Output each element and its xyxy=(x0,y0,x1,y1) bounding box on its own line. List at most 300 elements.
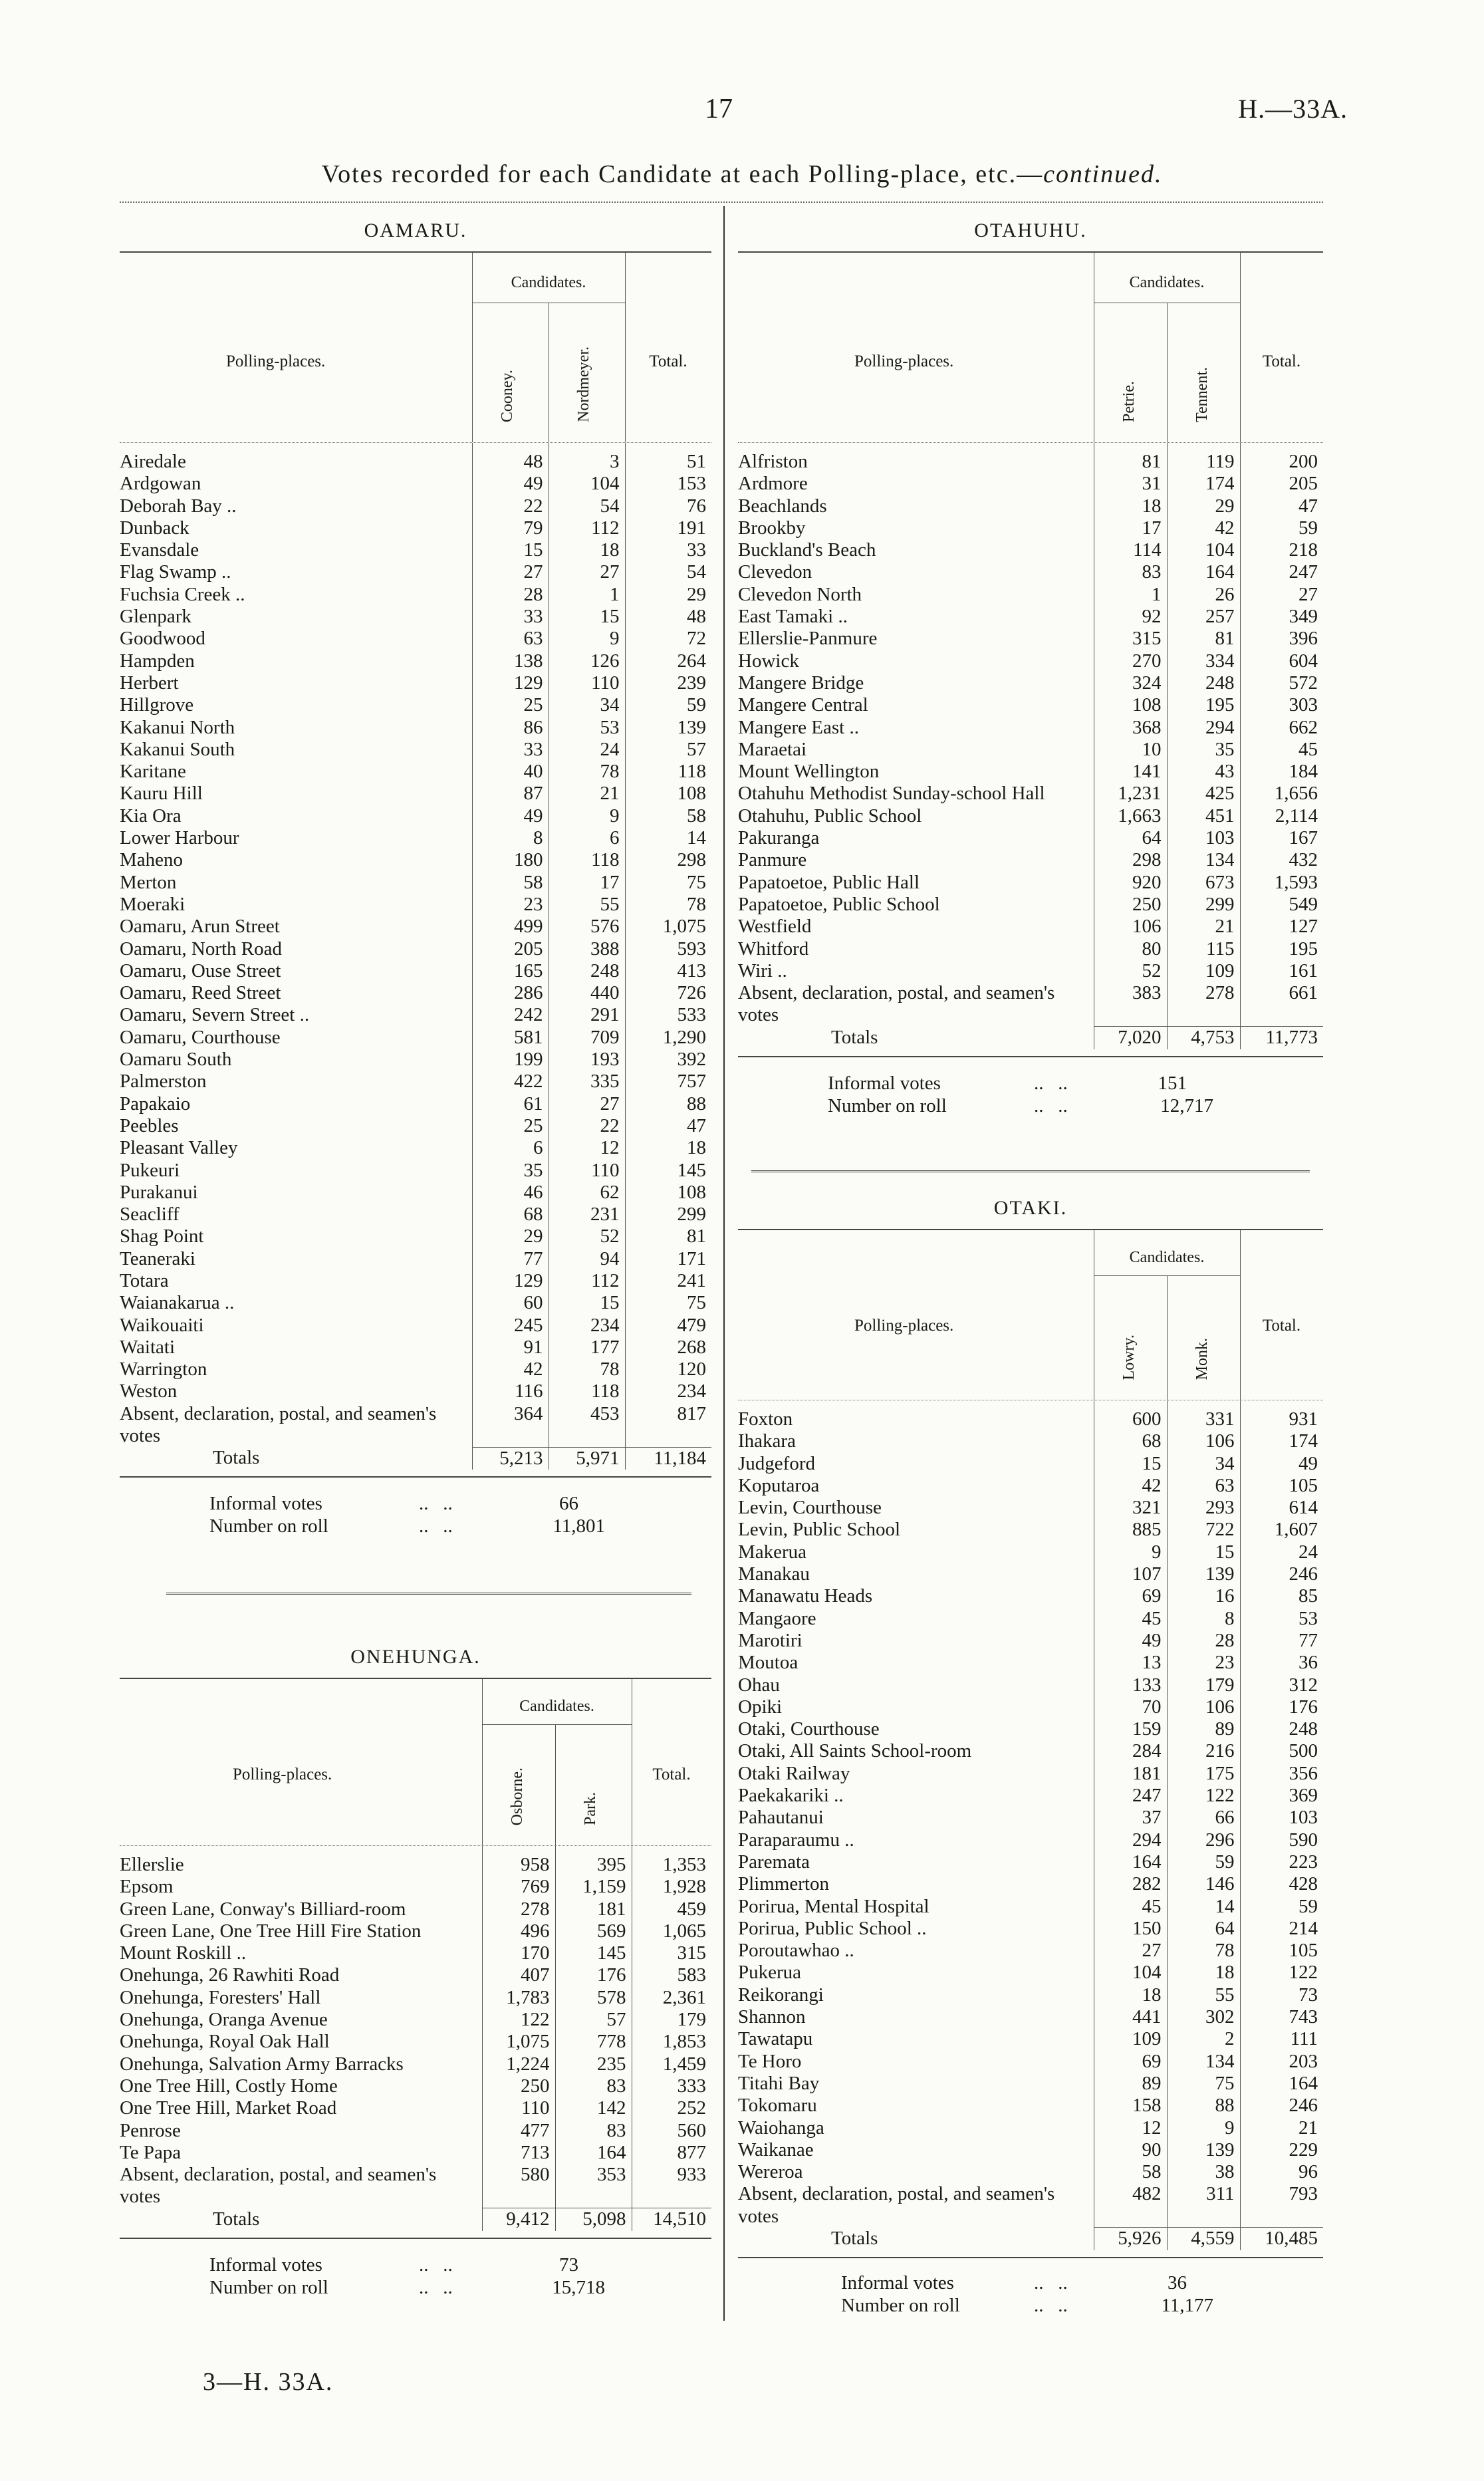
total-votes: 218 xyxy=(1240,539,1323,561)
candidate-2-votes: 296 xyxy=(1167,1829,1240,1851)
total-votes: 241 xyxy=(625,1270,711,1292)
candidate-1-votes: 282 xyxy=(1094,1873,1167,1895)
table-row xyxy=(120,2031,711,2053)
candidate-1-votes: 199 xyxy=(472,1049,549,1071)
table-row xyxy=(738,1829,1323,1851)
candidate-1-votes: 315 xyxy=(1094,628,1167,650)
total-votes: 75 xyxy=(625,872,711,894)
polling-place-name: Moutoa xyxy=(738,1652,799,1674)
candidate-2-votes: 451 xyxy=(1167,805,1240,827)
total-votes: 757 xyxy=(625,1071,711,1093)
total-votes: 176 xyxy=(1240,1696,1323,1718)
candidate-2-votes: 335 xyxy=(549,1071,625,1093)
table-row xyxy=(738,606,1323,628)
table-row xyxy=(120,561,711,583)
polling-place-name: Clevedon North xyxy=(738,583,862,605)
candidate-1-votes: 181 xyxy=(1094,1763,1167,1785)
total-votes: 75 xyxy=(625,1292,711,1314)
total-votes: 247 xyxy=(1240,561,1323,583)
total-votes: 164 xyxy=(1240,2073,1323,2095)
table-row xyxy=(120,473,711,495)
candidate-2-votes: 2 xyxy=(1167,2028,1240,2050)
candidate-1-votes: 83 xyxy=(1094,561,1167,583)
candidate-2-votes: 6 xyxy=(549,827,625,849)
section-onehunga xyxy=(120,1646,711,2313)
table-row xyxy=(738,761,1323,783)
candidate-2-votes: 83 xyxy=(555,2075,632,2097)
total-votes: 413 xyxy=(625,960,711,982)
total-votes: 793 xyxy=(1240,2183,1323,2228)
polling-place-name: Green Lane, One Tree Hill Fire Station xyxy=(120,1920,422,1942)
polling-place-name: Waitati xyxy=(120,1336,176,1358)
total-votes: 51 xyxy=(625,443,711,473)
candidate-1-votes: 69 xyxy=(1094,1585,1167,1607)
total-votes: 171 xyxy=(625,1248,711,1270)
polling-place-name: Titahi Bay xyxy=(738,2072,820,2094)
total-votes: 369 xyxy=(1240,1785,1323,1807)
candidate-2-votes: 175 xyxy=(1167,1763,1240,1785)
table-row xyxy=(120,1115,711,1137)
candidate-1-votes: 33 xyxy=(472,606,549,628)
candidate-2-votes: 55 xyxy=(1167,1984,1240,2006)
total-votes: 88 xyxy=(625,1093,711,1115)
table-row xyxy=(120,584,711,606)
table-bottom-rule xyxy=(738,1056,1323,1057)
candidate-1-votes: 1,663 xyxy=(1094,805,1167,827)
candidate-1-total: 5,213 xyxy=(472,1447,549,1470)
candidate-1-votes: 89 xyxy=(1094,2073,1167,2095)
total-votes: 303 xyxy=(1240,694,1323,716)
candidate-2-votes: 17 xyxy=(549,872,625,894)
polling-place-name: Poroutawhao .. xyxy=(738,1940,854,1962)
table-row xyxy=(120,739,711,761)
polling-place-name: Epsom xyxy=(120,1876,174,1898)
table-row xyxy=(120,783,711,805)
table-row xyxy=(738,2139,1323,2161)
candidate-1-votes: 116 xyxy=(472,1380,549,1402)
total-votes: 877 xyxy=(632,2142,711,2164)
total-votes: 1,853 xyxy=(632,2031,711,2053)
candidate-1-votes: 37 xyxy=(1094,1807,1167,1829)
polling-place-name: Te Papa xyxy=(120,2141,182,2163)
total-votes: 264 xyxy=(625,650,711,672)
table-row xyxy=(120,1004,711,1026)
candidate-2-votes: 59 xyxy=(1167,1851,1240,1873)
table-row xyxy=(120,2097,711,2119)
total-votes: 59 xyxy=(1240,517,1323,539)
total-votes: 14 xyxy=(625,827,711,849)
candidate-2-votes: 9 xyxy=(1167,2117,1240,2139)
header-divider xyxy=(1167,1275,1168,1400)
table-row xyxy=(120,1942,711,1964)
candidate-1-votes: 18 xyxy=(1094,1984,1167,2006)
polling-place-name: Otaki, All Saints School-room xyxy=(738,1740,972,1762)
candidate-2-votes: 142 xyxy=(555,2097,632,2119)
total-votes: 18 xyxy=(625,1137,711,1159)
candidate-1-votes: 920 xyxy=(1094,872,1167,894)
candidate-2-votes: 177 xyxy=(549,1337,625,1359)
total-votes: 234 xyxy=(625,1380,711,1402)
candidate-2-votes: 334 xyxy=(1167,650,1240,672)
total-votes: 103 xyxy=(1240,1807,1323,1829)
polling-place-name: Kakanui South xyxy=(120,738,235,760)
candidate-1-votes: 158 xyxy=(1094,2095,1167,2117)
header-polling-places: Polling-places. xyxy=(226,352,326,370)
header-candidates: Candidates. xyxy=(1129,1249,1205,1266)
polling-place-name: Seacliff xyxy=(120,1204,180,1226)
polling-place-name: Teaneraki xyxy=(120,1247,195,1269)
polling-place-name: Ellerslie-Panmure xyxy=(738,628,878,650)
header-polling-places: Polling-places. xyxy=(854,352,954,370)
candidate-1-votes: 33 xyxy=(472,739,549,761)
total-votes: 139 xyxy=(625,717,711,739)
informal-label: Informal votes xyxy=(209,1493,322,1515)
table-row xyxy=(120,894,711,916)
candidate-1-votes: 42 xyxy=(1094,1475,1167,1497)
candidate-2-votes: 53 xyxy=(549,717,625,739)
candidate-2-name: Nordmeyer. xyxy=(575,346,592,422)
candidate-1-votes: 600 xyxy=(1094,1400,1167,1430)
table-row xyxy=(738,473,1323,495)
candidate-1-votes: 63 xyxy=(472,628,549,650)
candidate-2-votes: 164 xyxy=(555,2142,632,2164)
table-row xyxy=(120,916,711,938)
total-votes: 191 xyxy=(625,517,711,539)
candidate-1-votes: 69 xyxy=(1094,2051,1167,2073)
total-votes: 122 xyxy=(1240,1962,1323,1984)
total-votes: 108 xyxy=(625,783,711,805)
polling-place-name: Absent, declaration, postal, and seamen's votes xyxy=(120,2164,437,2208)
candidate-2-votes: 106 xyxy=(1167,1696,1240,1718)
section-oamaru xyxy=(120,219,711,1552)
leader-dots: .. .. xyxy=(1034,1095,1068,1116)
polling-place-name: Paekakariki .. xyxy=(738,1785,844,1807)
total-votes: 662 xyxy=(1240,717,1323,739)
candidate-2-votes: 15 xyxy=(549,606,625,628)
candidate-1-votes: 286 xyxy=(472,982,549,1004)
candidate-2-votes: 126 xyxy=(549,650,625,672)
totals-label: Totals xyxy=(831,1026,878,1048)
candidate-2-votes: 15 xyxy=(1167,1541,1240,1563)
candidate-2-votes: 216 xyxy=(1167,1740,1240,1762)
candidate-1-votes: 68 xyxy=(1094,1430,1167,1452)
table-row xyxy=(120,1226,711,1247)
polling-place-name: Evansdale xyxy=(120,539,199,561)
polling-place-name: Hillgrove xyxy=(120,694,194,716)
results-table xyxy=(738,443,1323,1049)
total-votes: 49 xyxy=(1240,1453,1323,1475)
candidate-1-votes: 958 xyxy=(482,1846,555,1876)
candidate-1-votes: 138 xyxy=(472,650,549,672)
polling-place-name: Peebles xyxy=(120,1114,179,1136)
polling-place-name: Shag Point xyxy=(120,1226,204,1247)
polling-place-name: Karitane xyxy=(120,761,186,783)
candidate-2-votes: 181 xyxy=(555,1898,632,1920)
polling-place-name: Buckland's Beach xyxy=(738,539,876,561)
polling-place-name: Levin, Public School xyxy=(738,1519,901,1541)
total-votes: 174 xyxy=(1240,1430,1323,1452)
informal-label: Informal votes xyxy=(209,2254,322,2276)
table-row-absent xyxy=(738,982,1323,1027)
table-row xyxy=(120,606,711,628)
candidate-1-votes: 245 xyxy=(472,1315,549,1337)
leader-dots: .. .. xyxy=(419,2254,453,2276)
candidate-1-votes: 60 xyxy=(472,1292,549,1314)
polling-place-name: Weston xyxy=(120,1380,178,1402)
candidate-2-votes: 578 xyxy=(555,1987,632,2009)
page-reference: H.—33A. xyxy=(1238,94,1348,124)
candidate-2-votes: 103 xyxy=(1167,827,1240,849)
leader-dots: .. .. xyxy=(419,2276,453,2298)
candidate-2-votes: 42 xyxy=(1167,517,1240,539)
number-on-roll: 12,717 xyxy=(1160,1095,1213,1116)
table-row-totals xyxy=(738,2228,1323,2250)
table-row xyxy=(120,2009,711,2031)
section-otahuhu xyxy=(738,219,1323,1132)
table-row xyxy=(120,1920,711,1942)
total-votes: 24 xyxy=(1240,1541,1323,1563)
table-row xyxy=(120,761,711,783)
table-row xyxy=(738,628,1323,650)
table-row xyxy=(120,628,711,650)
polling-place-name: Oamaru South xyxy=(120,1049,232,1071)
grand-total: 14,510 xyxy=(632,2208,711,2231)
table-row xyxy=(738,495,1323,517)
table-row xyxy=(738,1541,1323,1563)
page-footer: 3—H. 33A. xyxy=(203,2368,334,2396)
section-otaki xyxy=(738,1197,1323,2331)
polling-place-name: Goodwood xyxy=(120,628,205,650)
table-row xyxy=(120,1876,711,1898)
candidate-2-votes: 311 xyxy=(1167,2183,1240,2228)
section-title: ONEHUNGA. xyxy=(350,1646,481,1668)
table-row xyxy=(738,1984,1323,2006)
polling-place-name: Palmerston xyxy=(120,1071,207,1093)
polling-place-name: Beachlands xyxy=(738,495,827,517)
polling-place-name: Koputaroa xyxy=(738,1474,820,1496)
table-row xyxy=(120,1987,711,2009)
candidate-1-votes: 28 xyxy=(472,584,549,606)
leader-dots: .. .. xyxy=(419,1515,453,1537)
table-row xyxy=(738,1585,1323,1607)
polling-place-name: Absent, declaration, postal, and seamen's votes xyxy=(738,2183,1055,2227)
polling-place-name: Airedale xyxy=(120,451,186,472)
candidate-1-votes: 6 xyxy=(472,1137,549,1159)
candidate-1-votes: 23 xyxy=(472,894,549,916)
candidate-2-votes: 115 xyxy=(1167,938,1240,960)
candidate-2-votes: 164 xyxy=(1167,561,1240,583)
summary xyxy=(120,1492,711,1552)
candidate-1-name: Petrie. xyxy=(1120,381,1138,422)
polling-place-name: Mount Roskill .. xyxy=(120,1942,247,1964)
header-total: Total. xyxy=(649,352,687,370)
table-row xyxy=(738,1674,1323,1696)
total-votes: 195 xyxy=(1240,938,1323,960)
header-divider xyxy=(555,1724,556,1845)
polling-place-name: Onehunga, 26 Rawhiti Road xyxy=(120,1964,340,1986)
total-votes: 108 xyxy=(625,1182,711,1204)
polling-place-name: Tawatapu xyxy=(738,2028,813,2050)
candidate-1-votes: 49 xyxy=(1094,1630,1167,1652)
polling-place-name: Absent, declaration, postal, and seamen's votes xyxy=(738,982,1055,1026)
table-header xyxy=(738,1230,1323,1400)
table-row xyxy=(738,938,1323,960)
polling-place-name: Waikouaiti xyxy=(120,1314,204,1336)
polling-place-name: Porirua, Mental Hospital xyxy=(738,1895,929,1917)
candidate-1-votes: 109 xyxy=(1094,2028,1167,2050)
total-votes: 1,065 xyxy=(632,1920,711,1942)
table-row xyxy=(738,1519,1323,1541)
table-row xyxy=(738,739,1323,761)
candidate-1-votes: 8 xyxy=(472,827,549,849)
table-row xyxy=(738,539,1323,561)
candidate-1-votes: 170 xyxy=(482,1942,555,1964)
total-votes: 549 xyxy=(1240,894,1323,916)
polling-place-name: Pakuranga xyxy=(738,827,820,849)
total-votes: 1,353 xyxy=(632,1846,711,1876)
candidate-1-total: 9,412 xyxy=(482,2208,555,2231)
polling-place-name: Wiri .. xyxy=(738,960,787,981)
candidate-2-votes: 134 xyxy=(1167,849,1240,871)
polling-place-name: Mangere Central xyxy=(738,694,868,716)
candidate-1-votes: 40 xyxy=(472,761,549,783)
polling-place-name: Warrington xyxy=(120,1359,207,1380)
total-votes: 205 xyxy=(1240,473,1323,495)
table-row xyxy=(738,717,1323,739)
candidate-2-votes: 27 xyxy=(549,561,625,583)
total-votes: 85 xyxy=(1240,1585,1323,1607)
summary xyxy=(120,2254,711,2313)
candidate-2-votes: 709 xyxy=(549,1027,625,1049)
candidate-1-votes: 42 xyxy=(472,1359,549,1380)
total-votes: 29 xyxy=(625,584,711,606)
candidate-2-votes: 353 xyxy=(555,2164,632,2208)
table-row xyxy=(738,1563,1323,1585)
candidate-1-votes: 477 xyxy=(482,2120,555,2142)
header-total: Total. xyxy=(1262,352,1301,370)
polling-place-name: Otaki Railway xyxy=(738,1762,850,1784)
table-row xyxy=(120,872,711,894)
candidate-2-votes: 134 xyxy=(1167,2051,1240,2073)
total-votes: 349 xyxy=(1240,606,1323,628)
polling-place-name: Flag Swamp .. xyxy=(120,561,231,583)
table-row xyxy=(120,1898,711,1920)
table-row xyxy=(120,717,711,739)
table-row xyxy=(738,2028,1323,2050)
candidate-1-votes: 1,231 xyxy=(1094,783,1167,805)
table-row xyxy=(738,1896,1323,1918)
candidate-1-votes: 496 xyxy=(482,1920,555,1942)
grand-total: 11,184 xyxy=(625,1447,711,1470)
candidate-1-votes: 91 xyxy=(472,1337,549,1359)
candidate-2-votes: 52 xyxy=(549,1226,625,1247)
candidate-1-votes: 165 xyxy=(472,960,549,982)
candidate-2-votes: 110 xyxy=(549,1160,625,1182)
total-votes: 299 xyxy=(625,1204,711,1226)
leader-dots: .. .. xyxy=(1034,2294,1068,2316)
candidate-2-votes: 110 xyxy=(549,672,625,694)
candidate-1-votes: 107 xyxy=(1094,1563,1167,1585)
polling-place-name: Oamaru, North Road xyxy=(120,938,283,960)
total-votes: 96 xyxy=(1240,2161,1323,2183)
total-votes: 53 xyxy=(1240,1608,1323,1630)
candidate-2-votes: 78 xyxy=(1167,1940,1240,1962)
informal-label: Informal votes xyxy=(841,2272,954,2293)
table-row xyxy=(738,1453,1323,1475)
total-votes: 203 xyxy=(1240,2051,1323,2073)
candidate-2-total: 5,971 xyxy=(549,1447,625,1470)
candidate-1-votes: 52 xyxy=(1094,960,1167,982)
header-candidates: Candidates. xyxy=(1129,274,1205,291)
total-votes: 59 xyxy=(1240,1896,1323,1918)
candidate-1-votes: 87 xyxy=(472,783,549,805)
total-votes: 392 xyxy=(625,1049,711,1071)
candidate-1-votes: 270 xyxy=(1094,650,1167,672)
section-divider xyxy=(166,1593,691,1595)
table-row xyxy=(120,495,711,517)
grand-total: 10,485 xyxy=(1240,2228,1323,2250)
total-votes: 726 xyxy=(625,982,711,1004)
table-row xyxy=(738,2161,1323,2183)
total-votes: 45 xyxy=(1240,739,1323,761)
leader-dots: .. .. xyxy=(1034,2272,1068,2293)
table-row xyxy=(120,1846,711,1876)
candidate-2-votes: 139 xyxy=(1167,2139,1240,2161)
table-row xyxy=(738,960,1323,982)
total-votes: 57 xyxy=(625,739,711,761)
polling-place-name: One Tree Hill, Market Road xyxy=(120,2097,337,2119)
candidate-1-votes: 79 xyxy=(472,517,549,539)
candidate-1-votes: 49 xyxy=(472,473,549,495)
totals-label: Totals xyxy=(213,2208,260,2230)
candidate-2-votes: 35 xyxy=(1167,739,1240,761)
table-row xyxy=(120,1337,711,1359)
summary xyxy=(738,1072,1323,1132)
table-row xyxy=(120,1248,711,1270)
total-votes: 27 xyxy=(1240,584,1323,606)
total-votes: 214 xyxy=(1240,1918,1323,1940)
table-row xyxy=(738,2051,1323,2073)
candidate-2-votes: 75 xyxy=(1167,2073,1240,2095)
polling-place-name: Opiki xyxy=(738,1696,783,1718)
candidate-2-votes: 104 xyxy=(549,473,625,495)
total-votes: 661 xyxy=(1240,982,1323,1027)
header-divider xyxy=(1240,1230,1241,1400)
table-row xyxy=(738,517,1323,539)
candidate-2-votes: 1,159 xyxy=(555,1876,632,1898)
total-votes: 33 xyxy=(625,539,711,561)
candidate-1-votes: 247 xyxy=(1094,1785,1167,1807)
candidate-2-votes: 293 xyxy=(1167,1497,1240,1519)
polling-place-name: Foxton xyxy=(738,1408,793,1430)
candidate-2-votes: 29 xyxy=(1167,495,1240,517)
candidate-1-votes: 64 xyxy=(1094,827,1167,849)
candidate-1-votes: 150 xyxy=(1094,1918,1167,1940)
table-row xyxy=(738,1696,1323,1718)
total-votes: 590 xyxy=(1240,1829,1323,1851)
total-votes: 933 xyxy=(632,2164,711,2208)
polling-place-name: Kauru Hill xyxy=(120,783,203,805)
polling-place-name: Mount Wellington xyxy=(738,761,880,783)
total-votes: 118 xyxy=(625,761,711,783)
table-row xyxy=(738,805,1323,827)
table-header xyxy=(120,253,711,443)
polling-place-name: Onehunga, Royal Oak Hall xyxy=(120,2031,330,2053)
polling-place-name: Papakaio xyxy=(120,1093,191,1114)
polling-place-name: Waikanae xyxy=(738,2139,814,2160)
candidate-2-votes: 248 xyxy=(1167,672,1240,694)
candidate-1-votes: 713 xyxy=(482,2142,555,2164)
